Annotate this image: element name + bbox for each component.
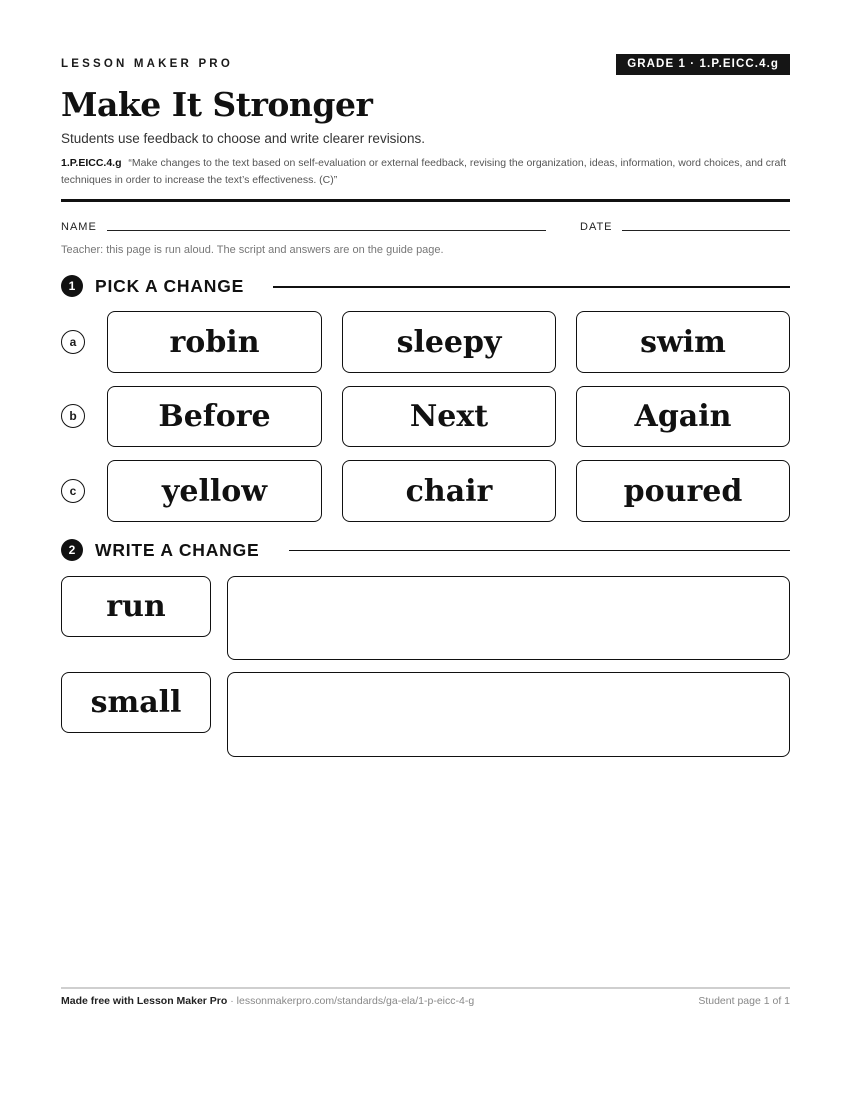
prompt-word-card: small <box>61 672 211 733</box>
section-divider <box>273 286 790 288</box>
footer-divider <box>61 987 790 989</box>
footer-credit <box>61 995 474 1007</box>
answer-box[interactable] <box>227 672 790 757</box>
word-card[interactable]: Again <box>576 386 790 447</box>
word-card[interactable]: yellow <box>107 460 322 522</box>
answer-box[interactable] <box>227 576 790 660</box>
word-card[interactable]: chair <box>342 460 556 522</box>
standard-description <box>61 155 790 189</box>
footer-page-number: Student page 1 of 1 <box>698 995 790 1007</box>
section-number-badge: 1 <box>61 275 83 297</box>
standard-code: 1.P.EICC.4.g <box>61 157 122 169</box>
section-pick-a-change <box>61 275 790 299</box>
section-title: WRITE A CHANGE <box>95 540 260 560</box>
row-label-c: c <box>61 479 85 503</box>
brand-name: LESSON MAKER PRO <box>61 58 233 70</box>
section-number-badge: 2 <box>61 539 83 561</box>
word-card[interactable]: Next <box>342 386 556 447</box>
word-card[interactable]: poured <box>576 460 790 522</box>
grade-badge: GRADE 1 · 1.P.EICC.4.g <box>616 54 790 75</box>
word-card[interactable]: robin <box>107 311 322 373</box>
worksheet-page <box>61 0 790 1100</box>
page-subtitle: Students use feedback to choose and write clearer revisions. <box>61 131 425 146</box>
date-field[interactable] <box>622 230 790 231</box>
name-field[interactable] <box>107 230 546 231</box>
section-write-a-change <box>61 539 790 563</box>
page-title: Make It Stronger <box>61 85 373 124</box>
section-title: PICK A CHANGE <box>95 276 245 296</box>
date-label: DATE <box>580 221 613 233</box>
teacher-note: Teacher: this page is run aloud. The script and answers are on the guide page. <box>61 244 444 256</box>
prompt-word-card: run <box>61 576 211 637</box>
footer-made-with: Made free with Lesson Maker Pro <box>61 995 228 1007</box>
word-card[interactable]: Before <box>107 386 322 447</box>
standard-text: “Make changes to the text based on self-evaluation or external feedback, revising the organization, ideas, information, word choices, and craft techniques in order to increase the text’s effectiveness. (C)” <box>61 157 787 186</box>
footer-url[interactable]: · lessonmakerpro.com/standards/ga-ela/1-p-eicc-4-g <box>227 995 475 1007</box>
word-card[interactable]: sleepy <box>342 311 556 373</box>
word-card[interactable]: swim <box>576 311 790 373</box>
name-label: NAME <box>61 221 97 233</box>
section-divider <box>289 550 790 551</box>
row-label-a: a <box>61 330 85 354</box>
header-divider <box>61 199 790 202</box>
row-label-b: b <box>61 404 85 428</box>
